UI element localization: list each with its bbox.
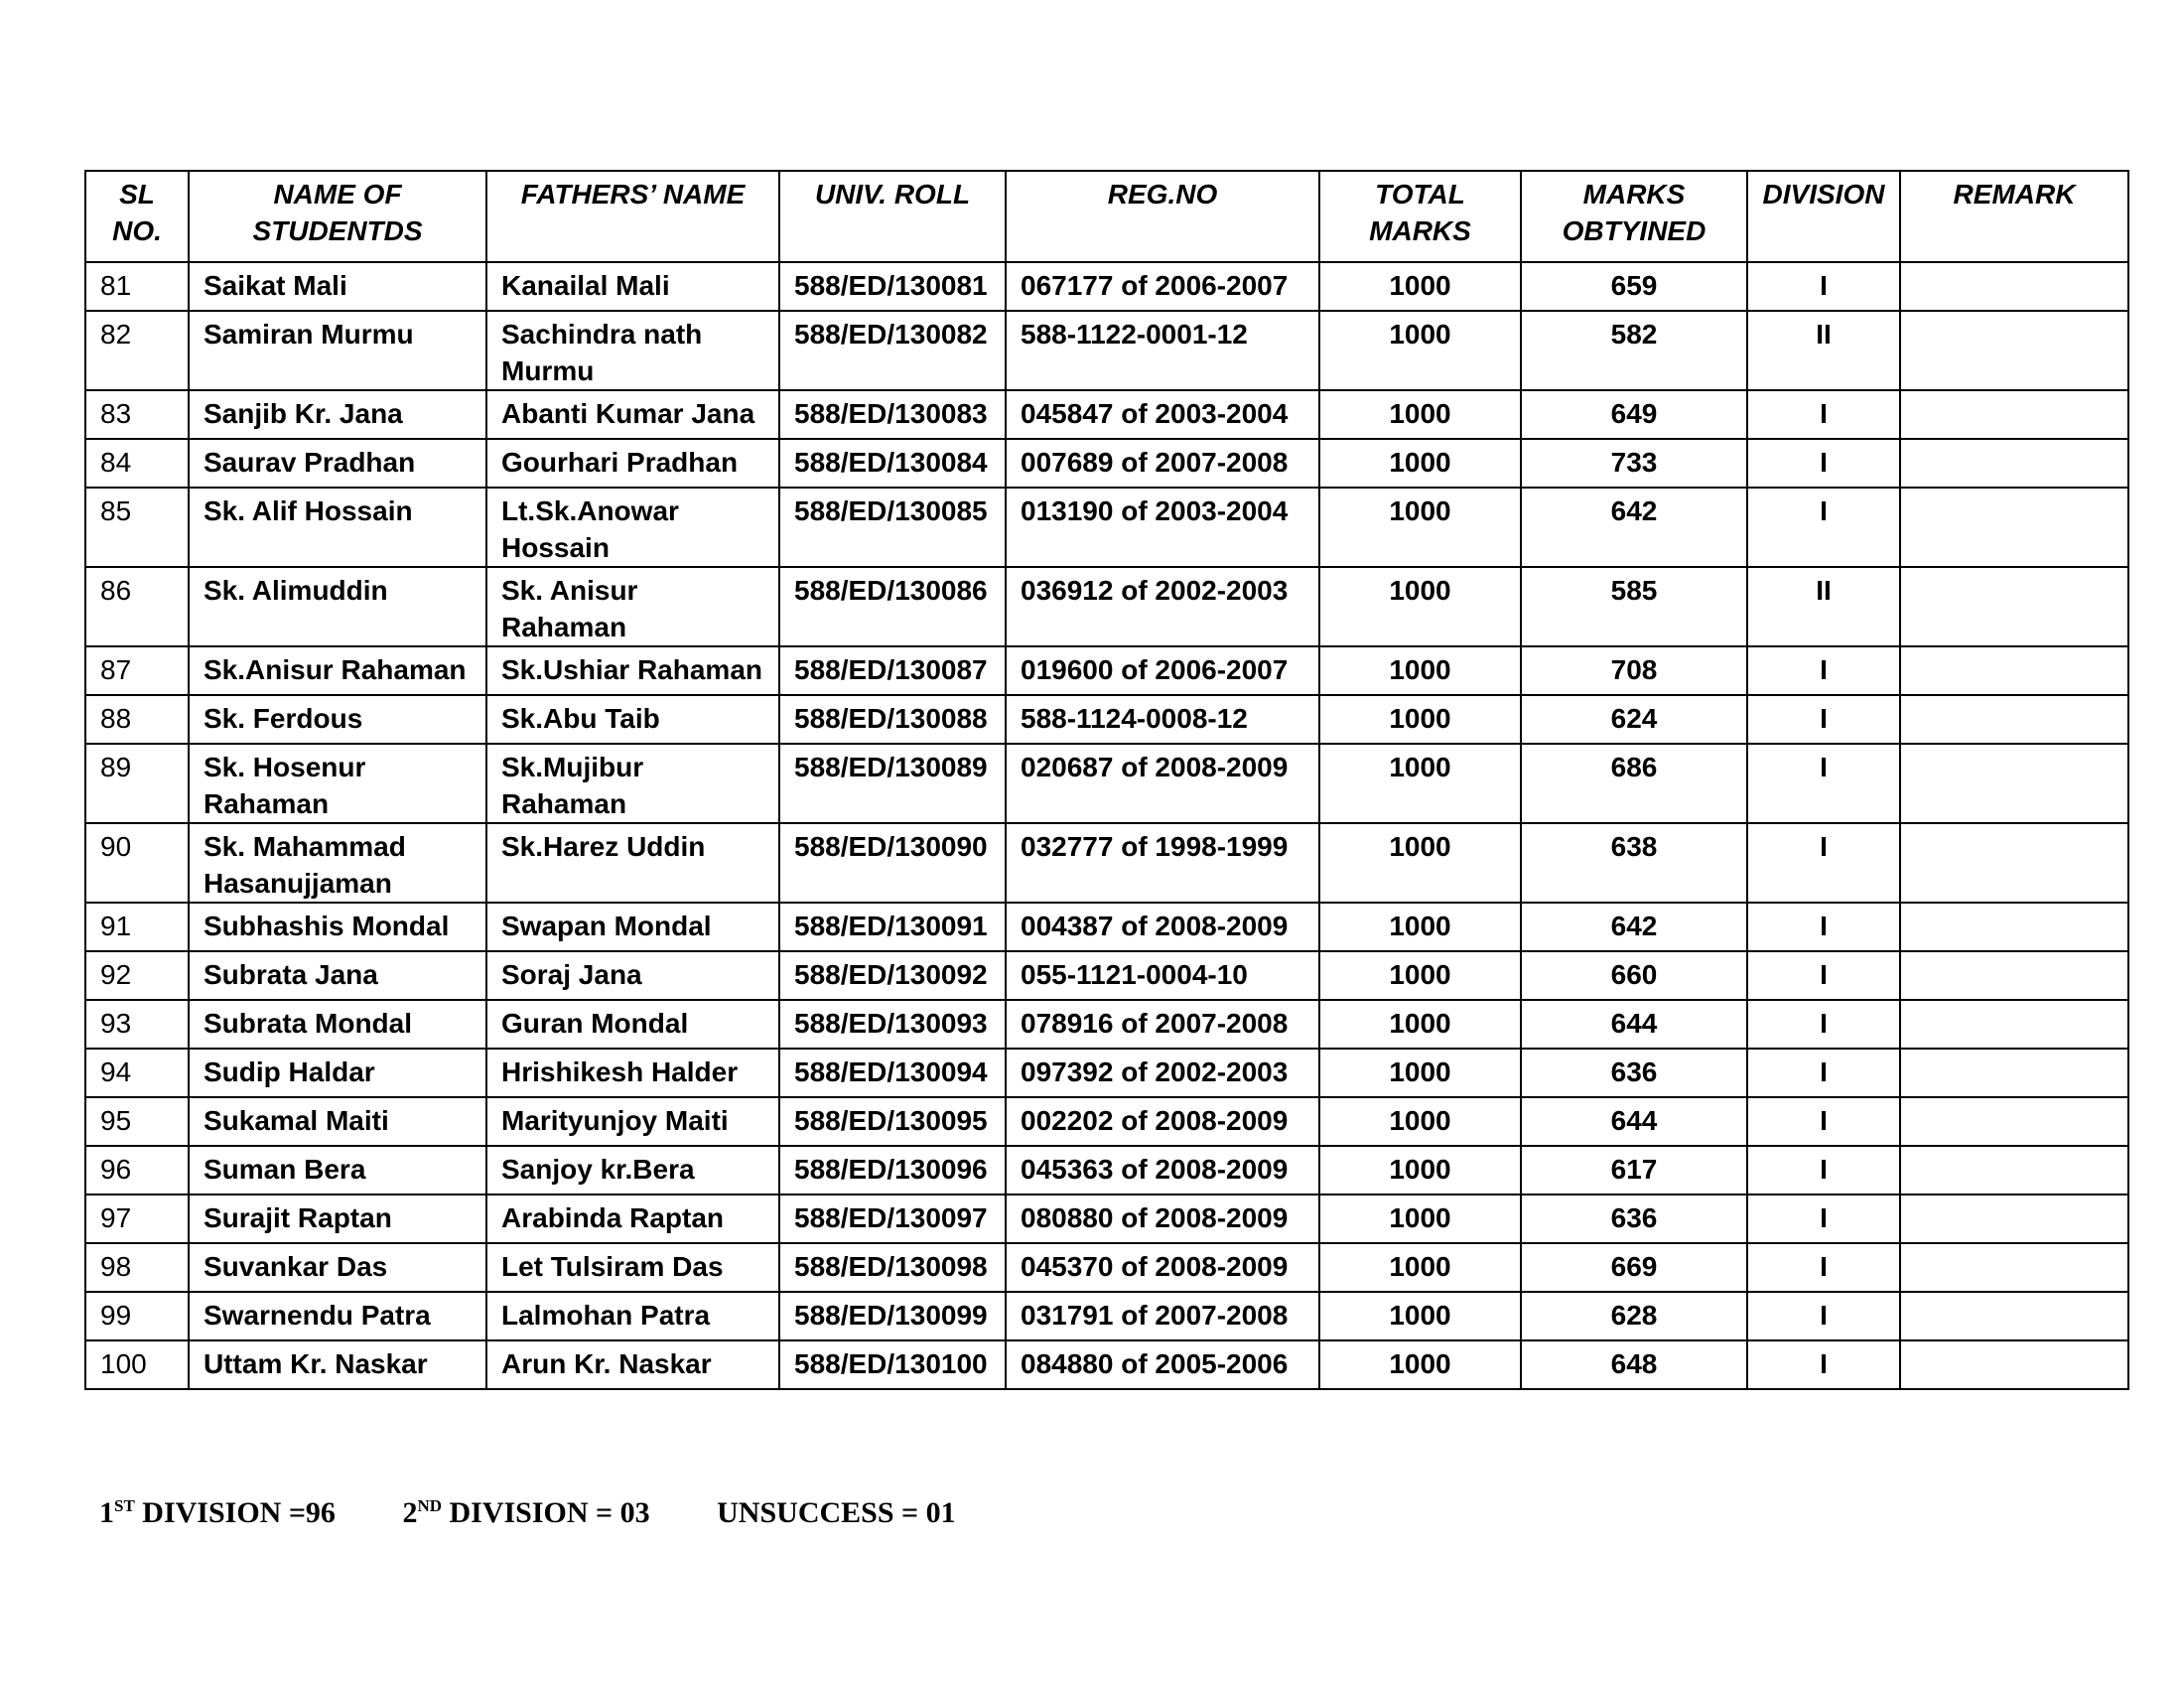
univ-roll-cell: 588/ED/130086 bbox=[779, 567, 1006, 646]
sl-cell: 90 bbox=[85, 823, 189, 903]
fathers-name-cell: Sk.Mujibur Rahaman bbox=[486, 744, 779, 823]
remark-cell bbox=[1900, 439, 2128, 488]
student-name-cell: Samiran Murmu bbox=[189, 311, 486, 390]
remark-cell bbox=[1900, 1049, 2128, 1097]
reg-no-cell: 097392 of 2002-2003 bbox=[1006, 1049, 1319, 1097]
sl-cell: 93 bbox=[85, 1000, 189, 1049]
marks-obtained-cell: 648 bbox=[1521, 1340, 1747, 1389]
header-fathers-name: FATHERS’ NAME bbox=[486, 171, 779, 262]
univ-roll-cell: 588/ED/130096 bbox=[779, 1146, 1006, 1195]
fathers-name-cell: Soraj Jana bbox=[486, 951, 779, 1000]
first-division-text: DIVISION =96 bbox=[134, 1496, 336, 1529]
sl-cell: 91 bbox=[85, 903, 189, 951]
reg-no-cell: 084880 of 2005-2006 bbox=[1006, 1340, 1319, 1389]
division-cell: I bbox=[1747, 823, 1900, 903]
first-division-suffix: ST bbox=[114, 1496, 135, 1515]
fathers-name-cell: Sachindra nath Murmu bbox=[486, 311, 779, 390]
remark-cell bbox=[1900, 390, 2128, 439]
marks-obtained-cell: 624 bbox=[1521, 695, 1747, 744]
table-row bbox=[85, 1097, 2128, 1146]
marks-obtained-cell: 649 bbox=[1521, 390, 1747, 439]
table-row bbox=[85, 311, 2128, 390]
reg-no-cell: 004387 of 2008-2009 bbox=[1006, 903, 1319, 951]
total-marks-cell: 1000 bbox=[1319, 1000, 1521, 1049]
fathers-name-cell: Arun Kr. Naskar bbox=[486, 1340, 779, 1389]
reg-no-cell: 007689 of 2007-2008 bbox=[1006, 439, 1319, 488]
total-marks-cell: 1000 bbox=[1319, 1340, 1521, 1389]
table-row bbox=[85, 744, 2128, 823]
marks-obtained-cell: 585 bbox=[1521, 567, 1747, 646]
division-cell: I bbox=[1747, 1000, 1900, 1049]
marks-obtained-cell: 582 bbox=[1521, 311, 1747, 390]
reg-no-cell: 036912 of 2002-2003 bbox=[1006, 567, 1319, 646]
reg-no-cell: 055-1121-0004-10 bbox=[1006, 951, 1319, 1000]
fathers-name-cell: Gourhari Pradhan bbox=[486, 439, 779, 488]
sl-cell: 81 bbox=[85, 262, 189, 311]
division-summary bbox=[99, 1496, 1016, 1530]
header-total-marks: TOTAL MARKS bbox=[1319, 171, 1521, 262]
marks-obtained-cell: 733 bbox=[1521, 439, 1747, 488]
student-name-cell: Saurav Pradhan bbox=[189, 439, 486, 488]
univ-roll-cell: 588/ED/130089 bbox=[779, 744, 1006, 823]
division-cell: I bbox=[1747, 1146, 1900, 1195]
remark-cell bbox=[1900, 1340, 2128, 1389]
univ-roll-cell: 588/ED/130098 bbox=[779, 1243, 1006, 1292]
student-name-cell: Subrata Mondal bbox=[189, 1000, 486, 1049]
remark-cell bbox=[1900, 646, 2128, 695]
header-row bbox=[85, 171, 2128, 262]
reg-no-cell: 078916 of 2007-2008 bbox=[1006, 1000, 1319, 1049]
marks-obtained-cell: 636 bbox=[1521, 1195, 1747, 1243]
header-reg-no: REG.NO bbox=[1006, 171, 1319, 262]
total-marks-cell: 1000 bbox=[1319, 567, 1521, 646]
total-marks-cell: 1000 bbox=[1319, 311, 1521, 390]
table-row bbox=[85, 567, 2128, 646]
remark-cell bbox=[1900, 1292, 2128, 1340]
first-division-number: 1 bbox=[99, 1496, 114, 1529]
table-row bbox=[85, 1340, 2128, 1389]
remark-cell bbox=[1900, 1195, 2128, 1243]
student-name-cell: Saikat Mali bbox=[189, 262, 486, 311]
second-division-number: 2 bbox=[402, 1496, 418, 1529]
remark-cell bbox=[1900, 823, 2128, 903]
sl-cell: 97 bbox=[85, 1195, 189, 1243]
student-name-cell: Surajit Raptan bbox=[189, 1195, 486, 1243]
total-marks-cell: 1000 bbox=[1319, 1243, 1521, 1292]
sl-cell: 83 bbox=[85, 390, 189, 439]
second-division-text: DIVISION = 03 bbox=[442, 1496, 650, 1529]
total-marks-cell: 1000 bbox=[1319, 390, 1521, 439]
division-cell: I bbox=[1747, 488, 1900, 567]
remark-cell bbox=[1900, 1146, 2128, 1195]
fathers-name-cell: Sanjoy kr.Bera bbox=[486, 1146, 779, 1195]
second-division-count bbox=[402, 1496, 649, 1529]
table-row bbox=[85, 1292, 2128, 1340]
remark-cell bbox=[1900, 262, 2128, 311]
univ-roll-cell: 588/ED/130094 bbox=[779, 1049, 1006, 1097]
table-row bbox=[85, 695, 2128, 744]
sl-cell: 86 bbox=[85, 567, 189, 646]
univ-roll-cell: 588/ED/130088 bbox=[779, 695, 1006, 744]
univ-roll-cell: 588/ED/130095 bbox=[779, 1097, 1006, 1146]
fathers-name-cell: Hrishikesh Halder bbox=[486, 1049, 779, 1097]
table-row bbox=[85, 1049, 2128, 1097]
sl-cell: 88 bbox=[85, 695, 189, 744]
remark-cell bbox=[1900, 311, 2128, 390]
sl-cell: 98 bbox=[85, 1243, 189, 1292]
fathers-name-cell: Lalmohan Patra bbox=[486, 1292, 779, 1340]
division-cell: I bbox=[1747, 439, 1900, 488]
remark-cell bbox=[1900, 903, 2128, 951]
total-marks-cell: 1000 bbox=[1319, 262, 1521, 311]
division-cell: I bbox=[1747, 1340, 1900, 1389]
student-name-cell: Sk. Ferdous bbox=[189, 695, 486, 744]
fathers-name-cell: Sk.Harez Uddin bbox=[486, 823, 779, 903]
marks-obtained-cell: 628 bbox=[1521, 1292, 1747, 1340]
division-cell: I bbox=[1747, 744, 1900, 823]
sl-cell: 99 bbox=[85, 1292, 189, 1340]
reg-no-cell: 031791 of 2007-2008 bbox=[1006, 1292, 1319, 1340]
results-table bbox=[84, 170, 2129, 1390]
division-cell: I bbox=[1747, 262, 1900, 311]
reg-no-cell: 002202 of 2008-2009 bbox=[1006, 1097, 1319, 1146]
division-cell: I bbox=[1747, 1243, 1900, 1292]
total-marks-cell: 1000 bbox=[1319, 903, 1521, 951]
total-marks-cell: 1000 bbox=[1319, 1146, 1521, 1195]
table-row bbox=[85, 1146, 2128, 1195]
table-row bbox=[85, 1243, 2128, 1292]
fathers-name-cell: Let Tulsiram Das bbox=[486, 1243, 779, 1292]
header-remark: REMARK bbox=[1900, 171, 2128, 262]
univ-roll-cell: 588/ED/130082 bbox=[779, 311, 1006, 390]
division-cell: I bbox=[1747, 1097, 1900, 1146]
univ-roll-cell: 588/ED/130099 bbox=[779, 1292, 1006, 1340]
table-row bbox=[85, 1000, 2128, 1049]
unsuccess-count: UNSUCCESS = 01 bbox=[717, 1496, 956, 1529]
total-marks-cell: 1000 bbox=[1319, 488, 1521, 567]
reg-no-cell: 019600 of 2006-2007 bbox=[1006, 646, 1319, 695]
total-marks-cell: 1000 bbox=[1319, 1097, 1521, 1146]
marks-obtained-cell: 636 bbox=[1521, 1049, 1747, 1097]
remark-cell bbox=[1900, 1000, 2128, 1049]
univ-roll-cell: 588/ED/130092 bbox=[779, 951, 1006, 1000]
marks-obtained-cell: 669 bbox=[1521, 1243, 1747, 1292]
reg-no-cell: 045363 of 2008-2009 bbox=[1006, 1146, 1319, 1195]
total-marks-cell: 1000 bbox=[1319, 823, 1521, 903]
total-marks-cell: 1000 bbox=[1319, 744, 1521, 823]
univ-roll-cell: 588/ED/130081 bbox=[779, 262, 1006, 311]
division-cell: II bbox=[1747, 311, 1900, 390]
fathers-name-cell: Guran Mondal bbox=[486, 1000, 779, 1049]
remark-cell bbox=[1900, 744, 2128, 823]
univ-roll-cell: 588/ED/130093 bbox=[779, 1000, 1006, 1049]
student-name-cell: Swarnendu Patra bbox=[189, 1292, 486, 1340]
marks-obtained-cell: 638 bbox=[1521, 823, 1747, 903]
sl-cell: 85 bbox=[85, 488, 189, 567]
univ-roll-cell: 588/ED/130090 bbox=[779, 823, 1006, 903]
reg-no-cell: 067177 of 2006-2007 bbox=[1006, 262, 1319, 311]
reg-no-cell: 045370 of 2008-2009 bbox=[1006, 1243, 1319, 1292]
fathers-name-cell: Arabinda Raptan bbox=[486, 1195, 779, 1243]
fathers-name-cell: Swapan Mondal bbox=[486, 903, 779, 951]
student-name-cell: Suvankar Das bbox=[189, 1243, 486, 1292]
division-cell: I bbox=[1747, 1195, 1900, 1243]
sl-cell: 82 bbox=[85, 311, 189, 390]
total-marks-cell: 1000 bbox=[1319, 646, 1521, 695]
student-name-cell: Uttam Kr. Naskar bbox=[189, 1340, 486, 1389]
division-cell: I bbox=[1747, 1049, 1900, 1097]
total-marks-cell: 1000 bbox=[1319, 1049, 1521, 1097]
first-division-count bbox=[99, 1496, 336, 1529]
reg-no-cell: 020687 of 2008-2009 bbox=[1006, 744, 1319, 823]
sl-cell: 100 bbox=[85, 1340, 189, 1389]
student-name-cell: Sk.Anisur Rahaman bbox=[189, 646, 486, 695]
table-row bbox=[85, 390, 2128, 439]
student-name-cell: Sk. Alimuddin bbox=[189, 567, 486, 646]
student-name-cell: Subhashis Mondal bbox=[189, 903, 486, 951]
univ-roll-cell: 588/ED/130084 bbox=[779, 439, 1006, 488]
fathers-name-cell: Lt.Sk.Anowar Hossain bbox=[486, 488, 779, 567]
sl-cell: 84 bbox=[85, 439, 189, 488]
marks-obtained-cell: 642 bbox=[1521, 903, 1747, 951]
total-marks-cell: 1000 bbox=[1319, 439, 1521, 488]
marks-obtained-cell: 617 bbox=[1521, 1146, 1747, 1195]
table-row bbox=[85, 951, 2128, 1000]
table-row bbox=[85, 823, 2128, 903]
division-cell: II bbox=[1747, 567, 1900, 646]
student-name-cell: Subrata Jana bbox=[189, 951, 486, 1000]
remark-cell bbox=[1900, 1243, 2128, 1292]
division-cell: I bbox=[1747, 903, 1900, 951]
division-cell: I bbox=[1747, 695, 1900, 744]
marks-obtained-cell: 686 bbox=[1521, 744, 1747, 823]
marks-obtained-cell: 660 bbox=[1521, 951, 1747, 1000]
fathers-name-cell: Sk.Ushiar Rahaman bbox=[486, 646, 779, 695]
reg-no-cell: 080880 of 2008-2009 bbox=[1006, 1195, 1319, 1243]
student-name-cell: Sk. Hosenur Rahaman bbox=[189, 744, 486, 823]
table-row bbox=[85, 646, 2128, 695]
table-body bbox=[85, 262, 2128, 1389]
reg-no-cell: 013190 of 2003-2004 bbox=[1006, 488, 1319, 567]
table-row bbox=[85, 262, 2128, 311]
table-row bbox=[85, 903, 2128, 951]
student-name-cell: Sukamal Maiti bbox=[189, 1097, 486, 1146]
marks-obtained-cell: 642 bbox=[1521, 488, 1747, 567]
header-division: DIVISION bbox=[1747, 171, 1900, 262]
sl-cell: 87 bbox=[85, 646, 189, 695]
fathers-name-cell: Marityunjoy Maiti bbox=[486, 1097, 779, 1146]
univ-roll-cell: 588/ED/130085 bbox=[779, 488, 1006, 567]
division-cell: I bbox=[1747, 646, 1900, 695]
sl-cell: 89 bbox=[85, 744, 189, 823]
fathers-name-cell: Sk. Anisur Rahaman bbox=[486, 567, 779, 646]
header-student-name: NAME OF STUDENTDS bbox=[189, 171, 486, 262]
table-row bbox=[85, 439, 2128, 488]
student-name-cell: Sudip Haldar bbox=[189, 1049, 486, 1097]
sl-cell: 92 bbox=[85, 951, 189, 1000]
marks-obtained-cell: 659 bbox=[1521, 262, 1747, 311]
header-univ-roll: UNIV. ROLL bbox=[779, 171, 1006, 262]
header-sl-no: SL NO. bbox=[85, 171, 189, 262]
remark-cell bbox=[1900, 1097, 2128, 1146]
table-row bbox=[85, 488, 2128, 567]
total-marks-cell: 1000 bbox=[1319, 695, 1521, 744]
second-division-suffix: ND bbox=[417, 1496, 442, 1515]
reg-no-cell: 588-1124-0008-12 bbox=[1006, 695, 1319, 744]
total-marks-cell: 1000 bbox=[1319, 1292, 1521, 1340]
univ-roll-cell: 588/ED/130097 bbox=[779, 1195, 1006, 1243]
fathers-name-cell: Sk.Abu Taib bbox=[486, 695, 779, 744]
total-marks-cell: 1000 bbox=[1319, 951, 1521, 1000]
sl-cell: 95 bbox=[85, 1097, 189, 1146]
fathers-name-cell: Abanti Kumar Jana bbox=[486, 390, 779, 439]
remark-cell bbox=[1900, 695, 2128, 744]
remark-cell bbox=[1900, 951, 2128, 1000]
student-name-cell: Sk. Alif Hossain bbox=[189, 488, 486, 567]
division-cell: I bbox=[1747, 390, 1900, 439]
table-row bbox=[85, 1195, 2128, 1243]
total-marks-cell: 1000 bbox=[1319, 1195, 1521, 1243]
univ-roll-cell: 588/ED/130091 bbox=[779, 903, 1006, 951]
sl-cell: 94 bbox=[85, 1049, 189, 1097]
reg-no-cell: 045847 of 2003-2004 bbox=[1006, 390, 1319, 439]
student-name-cell: Suman Bera bbox=[189, 1146, 486, 1195]
header-marks-obtained: MARKS OBTYINED bbox=[1521, 171, 1747, 262]
univ-roll-cell: 588/ED/130087 bbox=[779, 646, 1006, 695]
division-cell: I bbox=[1747, 1292, 1900, 1340]
student-name-cell: Sk. Mahammad Hasanujjaman bbox=[189, 823, 486, 903]
reg-no-cell: 588-1122-0001-12 bbox=[1006, 311, 1319, 390]
marks-obtained-cell: 644 bbox=[1521, 1097, 1747, 1146]
division-cell: I bbox=[1747, 951, 1900, 1000]
marks-obtained-cell: 644 bbox=[1521, 1000, 1747, 1049]
univ-roll-cell: 588/ED/130083 bbox=[779, 390, 1006, 439]
remark-cell bbox=[1900, 567, 2128, 646]
student-name-cell: Sanjib Kr. Jana bbox=[189, 390, 486, 439]
sl-cell: 96 bbox=[85, 1146, 189, 1195]
remark-cell bbox=[1900, 488, 2128, 567]
marks-obtained-cell: 708 bbox=[1521, 646, 1747, 695]
reg-no-cell: 032777 of 1998-1999 bbox=[1006, 823, 1319, 903]
univ-roll-cell: 588/ED/130100 bbox=[779, 1340, 1006, 1389]
fathers-name-cell: Kanailal Mali bbox=[486, 262, 779, 311]
